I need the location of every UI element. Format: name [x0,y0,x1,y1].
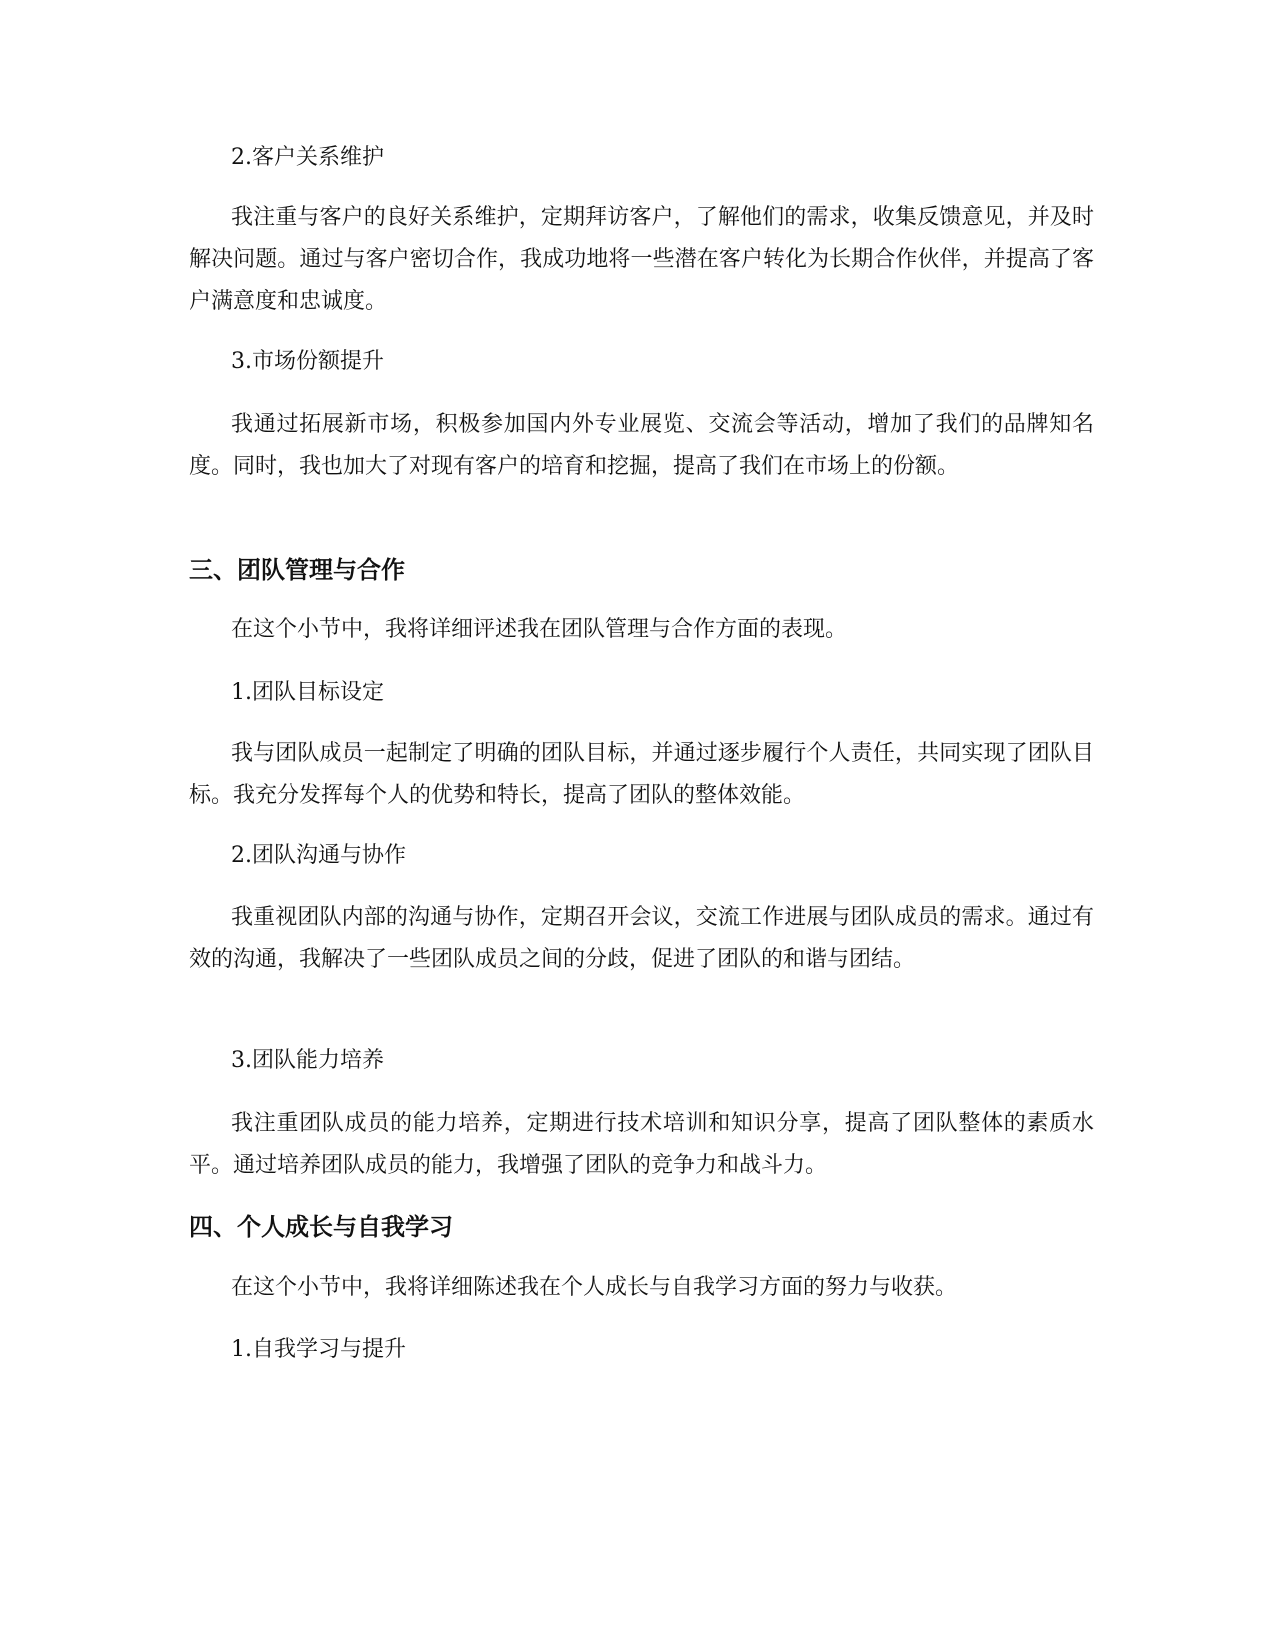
paragraph-market-share: 我通过拓展新市场，积极参加国内外专业展览、交流会等活动，增加了我们的品牌知名度。同时，我也加大了对现有客户的培育和挖掘，提高了我们在市场上的份额。 [189,412,1094,479]
subheading-market-share: 3.市场份额提升 [231,349,384,374]
section-heading-team-management: 三、团队管理与合作 [189,556,405,584]
subheading-self-learning: 1.自我学习与提升 [231,1337,406,1362]
paragraph-team-capability: 我注重团队成员的能力培养，定期进行技术培训和知识分享，提高了团队整体的素质水平。通过培养团队成员的能力，我增强了团队的竞争力和战斗力。 [189,1111,1094,1178]
subheading-customer-relations: 2.客户关系维护 [231,145,384,170]
subheading-team-communication: 2.团队沟通与协作 [231,843,406,868]
section-heading-personal-growth: 四、个人成长与自我学习 [189,1213,453,1241]
subheading-team-goals: 1.团队目标设定 [231,680,384,705]
paragraph-team-intro: 在这个小节中，我将详细评述我在团队管理与合作方面的表现。 [231,617,848,642]
paragraph-team-goals: 我与团队成员一起制定了明确的团队目标，并通过逐步履行个人责任，共同实现了团队目标。我充分发挥每个人的优势和特长，提高了团队的整体效能。 [189,741,1094,808]
paragraph-team-communication: 我重视团队内部的沟通与协作，定期召开会议，交流工作进展与团队成员的需求。通过有效的沟通，我解决了一些团队成员之间的分歧，促进了团队的和谐与团结。 [189,905,1094,972]
paragraph-growth-intro: 在这个小节中，我将详细陈述我在个人成长与自我学习方面的努力与收获。 [231,1275,958,1300]
paragraph-customer-relations: 我注重与客户的良好关系维护，定期拜访客户，了解他们的需求，收集反馈意见，并及时解决问题。通过与客户密切合作，我成功地将一些潜在客户转化为长期合作伙伴，并提高了客户满意度和忠诚度。 [189,205,1094,314]
subheading-team-capability: 3.团队能力培养 [231,1048,384,1073]
